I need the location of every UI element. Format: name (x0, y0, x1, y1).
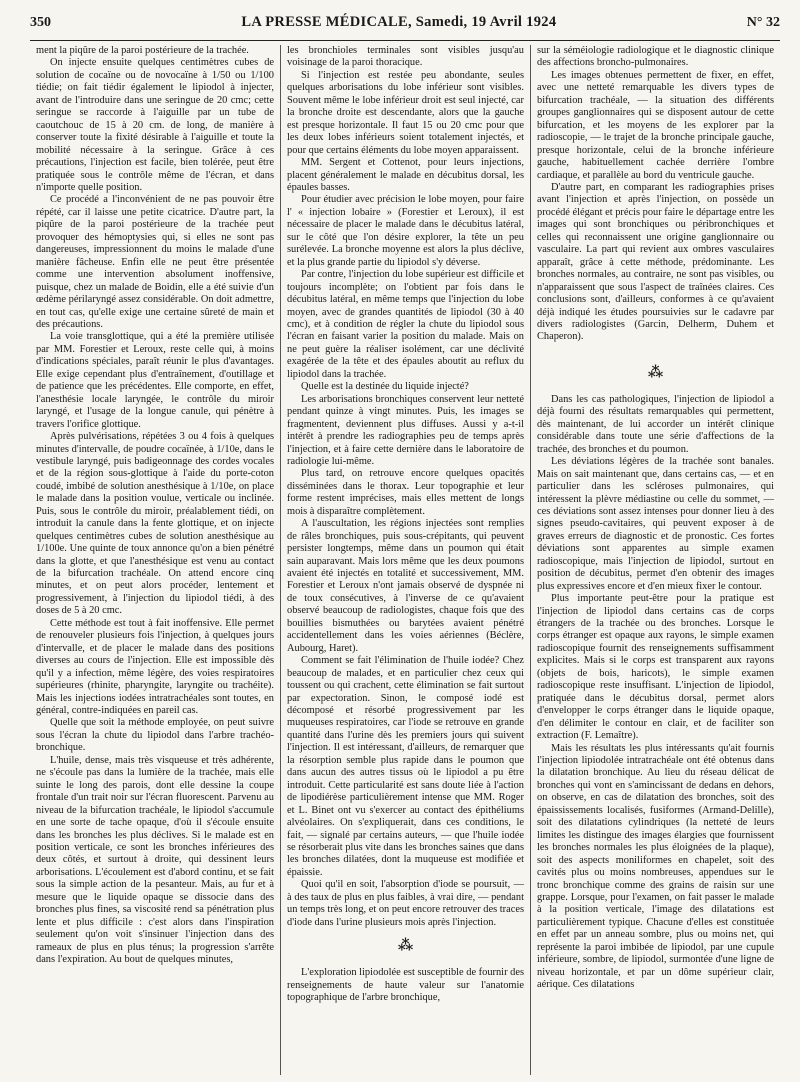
paragraph: sur la séméiologie radiologique et le diagnostic clinique des affections broncho-pulmonaires. (537, 45, 774, 69)
paragraph: MM. Sergent et Cottenot, pour leurs injections, placent généralement le malade en décubitus dorsal, les épaules basses. (287, 157, 524, 193)
paragraph: A l'auscultation, les régions injectées sont remplies de râles bronchiques, puis sous-crépitants, qui peuvent persister longtemps, même dans un poumon qui était sain auparavant. Mais lors même que les deux poumons avaient été injectés en totalité et successivement, MM. Forestier et Leroux n'ont jamais observé de dyspnée ni de toux consécutives, à l'inverse de ce qu'avaient observé beaucoup de radiologistes, chaque fois que des bouillies bismuthées ou barytées avaient pénétré accidentellement dans les voies aériennes (Béclère, Aubourg, Haret). (287, 518, 524, 654)
paragraph: Si l'injection est restée peu abondante, seules quelques arborisations du lobe inférieur sont visibles. Souvent même le lobe inférieur droit est seul injecté, car la bronche droite est descendante, alors que la gauche est presque horizontale. Il faut 15 ou 20 cmc pour que les deux lobes inférieurs soient totalement injectés, et pour que certains éléments du lobe moyen apparaissent. (287, 69, 524, 156)
paragraph: Les arborisations bronchiques conservent leur netteté pendant quinze à vingt minutes. Puis, les images se fragmentent, deviennent plus diffuses. Aussi y a-t-il intérêt à prendre les radiographies peu de temps après l'injection, et à faire cette dernière dans le laboratoire de radiologie lui-même. (287, 393, 524, 467)
column-1 (30, 45, 280, 1075)
paragraph: Ce procédé a l'inconvénient de ne pas pouvoir être répété, car il laisse une petite cicatrice. D'autre part, la piqûre de la paroi postérieure de la trachée peut provoquer des hémoptysies qui, si elles ne sont pas dangereuses, impressionnent du moins le malade d'une manière fâcheuse. Enfin elle ne peut être présentée comme une intervention absolument inoffensive, puisque, chez un malade de Boidin, elle a été suivie d'un œdème périlaryngé assez considérable. On doit admettre, en tout cas, qu'elle exige une certaine sûreté de main et des précautions. (36, 194, 274, 330)
paragraph: L'huile, dense, mais très visqueuse et très adhérente, ne s'écoule pas dans la lumière de la trachée, mais elle suinte le long des parois, dont elle dessine la coupe frontale d'un trait noir sur l'écran fluorescent. Parvenu au niveau de la bifurcation trachéale, le lipiodol s'accumule en une sorte de tache opaque, d'où il s'écoule ensuite dans les bronches les plus déclives. Si le malade est en position verticale, ce sont les bronches inférieures des deux côtés, et surtout à droite, qui dessinent leurs arborisations. L'écoulement est d'abord continu, et se fait sous la simple action de la pesanteur. Mais, au fur et à mesure que le liquide opaque se dissocie dans des bronches plus fines, sa viscosité rend sa pénétration plus lente et plus difficile : c'est alors dans l'inspiration seulement qu'on voit s'insinuer l'injection dans des rameaux de plus en plus ténus; la progression s'arrête dans l'expiration. Au bout de quelques minutes, (36, 754, 274, 966)
paragraph: Par contre, l'injection du lobe supérieur est difficile et toujours incomplète; on l'obtient par fois dans le décubitus latéral, en même temps que l'injection du lobe moyen, avec de grandes quantités de lipiodol (30 à 40 cmc), et à condition de régler la chute du lipiodol sous l'écran en faisant varier la position du malade. Mais on ne peut guère la réaliser isolément, car une déclivité exagérée de la tête et des épaules aboutit au reflux du lipiodol dans la trachée. (287, 269, 524, 380)
section-asterism: ⁂ (647, 364, 664, 381)
paragraph: Pour étudier avec précision le lobe moyen, pour faire l' « injection lobaire » (Forestier et Leroux), il est nécessaire de placer le malade dans le décubitus latéral, sur le côté que l'on désire explorer, la tête un peu surélevée. La bronche moyenne est alors la plus déclive, et la plus grande partie du lipiodol s'y déverse. (287, 194, 524, 268)
paragraph: les bronchioles terminales sont visibles jusqu'au voisinage de la paroi thoracique. (287, 45, 524, 69)
paragraph: La voie transglottique, qui a été la première utilisée par MM. Forestier et Leroux, reste celle qui, à moins d'indications spéciales, paraît réunir le plus d'avantages. Elle exige cependant plus d'entraînement, d'outillage et de patience que les précédentes. Elle comporte, en effet, l'anesthésie locale laryngée, le contrôle du miroir laryngé, et l'usage de la longue canule, qui pénètre à travers l'orifice glottique. (36, 331, 274, 430)
paragraph: Plus importante peut-être pour la pratique est l'injection de lipiodol dans certains cas de corps étrangers de la trachée ou des bronches. Lorsque le corps étranger est opaque aux rayons, le simple examen radioscopique fournit des renseignements suffisamment explicites. Mais si le corps est transparent aux rayons (objets de bois, haricots), le simple examen radioscopique reste insuffisant. L'injection de lipiodol, pratiquée dans le décubitus dorsal, permet alors d'envelopper le corps étranger dans le liquide opaque, d'en délimiter le contour en clair, et de faciliter son extraction (F. Lemaître). (537, 593, 774, 742)
column-2 (280, 45, 530, 1075)
paragraph: Dans les cas pathologiques, l'injection de lipiodol a déjà fourni des résultats remarquables qui permettent, dès maintenant, de lui accorder un intérêt clinique considérable dans toute une série d'affections de la trachée, des bronches et du poumon. (537, 393, 774, 455)
running-header (30, 14, 780, 41)
paragraph: ment la piqûre de la paroi postérieure de la trachée. (36, 45, 249, 56)
paragraph: Quelle que soit la méthode employée, on peut suivre sous l'écran la chute du lipiodol dans l'arbre trachéo-bronchique. (36, 717, 274, 754)
paragraph: Les déviations légères de la trachée sont banales. Mais on sait maintenant que, dans certains cas, — et en particulier dans les scléroses pulmonaires, qui intéressent la plèvre médiastine ou celle du sommet, — ces déviations sont assez intenses pour donner lieu à des signes pseudo-cavitaires, qui peuvent exposer à de graves erreurs de diagnostic et de pronostic. Ces fortes déviations sont apparentes au simple examen radioscopique, mais l'injection de lipiodol, surtout en position de décubitus, permet d'en obtenir des images plus expressives encore et d'en mieux fixer le contour. (537, 456, 774, 592)
column-3 (530, 45, 780, 1075)
section-asterism: ⁂ (397, 938, 414, 955)
issue-number: N° 32 (746, 15, 780, 30)
paragraph: Quelle est la destinée du liquide injecté? (301, 381, 469, 393)
paragraph: Mais les résultats les plus intéressants qu'ait fournis l'injection lipiodolée intratrachéale ont été obtenus dans la dilatation bronchique. Au lieu du réseau délicat de bronches qui vont en s'amincissant de dedans en dehors, on observe, en cas de dilatation des bronches, soit des épaississements localisés, fusiformes (Armand-Delille), soit des dilatations cylindriques (la netteté de leurs limites les distingue des images élargies que fournissent les bronches normales les plus éloignées de la plaque), soit des aspects moniliformes en chapelet, soit des cavités plus ou moins nombreuses, appendues sur le tronc bronchique comme des grains de raisin sur une grappe. Lorsque, pour l'examen, on fait passer le malade à la position verticale, l'image des dilatations est particulièrement typique. Chacune d'elles est constituée en effet par un anneau sombre, plus ou moins net, qui représente la paroi imbibée de lipiodol, par une cupule inférieure, sombre, de lipiodol, surmontée d'une ligne de niveau horizontale, et par un dôme supérieur clair, aérique. Ces dilatations (537, 742, 774, 991)
paragraph: Comment se fait l'élimination de l'huile iodée? Chez beaucoup de malades, et en particulier chez ceux qui toussent ou qui crachent, cette élimination se fait surtout par expectoration. Sinon, le composé iodé est décomposé et résorbé progressivement par les muqueuses respiratoires, car l'iode se retrouve en grande quantité dans l'urine dès les premiers jours qui suivent l'injection. Il est intéressant, d'ailleurs, de remarquer que la résorption semble plus rapide dans le poumon que dans aucun des autres tissus où le lipiodol a pu être introduit. Cette particularité est sans doute liée à l'action de lipodiérèse particulièrement intense que MM. Roger et L. Binet ont vu s'exercer au contact des épithéliums alvéolaires. On s'expliquerait, dans ces conditions, le fait, — signalé par certains auteurs, — que l'huile iodée se résorberait plus vite dans les bronches saines que dans les bronches dilatées, dont la muqueuse est modifiée et épaissie. (287, 655, 524, 878)
paragraph: Après pulvérisations, répétées 3 ou 4 fois à quelques minutes d'intervalle, de poudre cocaïnée, à 1/10e, dans le vestibule laryngé, puis badigeonnage des cordes vocales et de la région sous-glottique à l'aide du porte-coton coudé, imbibé de solution anesthésique à 1/10e, on place le malade dans la position voulue, verticale ou inclinée. Puis, sous le contrôle du miroir, préalablement tiédi, on introduit la canule dans la fente glottique, et on injecte quelques centimètres cubes de solution anesthésique au 1/100e. Une quinte de toux annonce qu'on a bien pénétré dans la glotte, et que l'anesthésique est venu au contact de la bifurcation trachéale. On attend encore cinq minutes, et on peut alors procéder, lentement et progressivement, à l'injection du lipiodol tiédi, à des doses de 5 à 20 cmc. (36, 431, 274, 617)
paragraph: Plus tard, on retrouve encore quelques opacités disséminées dans le thorax. Leur topographie et leur forme restent imprécises, mais elles mettent de longs mois à disparaître complètement. (287, 468, 524, 517)
paragraph: Cette méthode est tout à fait inoffensive. Elle permet de renouveler plusieurs fois l'injection, à quelques jours d'intervalle, et de placer le malade dans des positions diverses au cours de l'injection. Elle est impossible dès qu'il y a infection, même légère, des voies respiratoires supérieures (rhinite, pharyngite, laryngite ou trachéite). Mais les injections iodées intratrachéales sont toutes, en général, contre-indiquées en pareil cas. (36, 617, 274, 717)
journal-title: LA PRESSE MÉDICALE, Samedi, 19 Avril 1924 (241, 14, 557, 30)
paragraph: L'exploration lipiodolée est susceptible de fournir des renseignements de haute valeur sur l'anatomie topographique de l'arbre bronchique, (287, 967, 524, 1004)
paragraph: Les images obtenues permettent de fixer, en effet, avec une netteté remarquable les divers types de bifurcation trachéale, — la situation des différents groupes ganglionnaires qui se disposent autour de cette bifurcation, et les moyens de les explorer par la radioscopie, — le trajet de la bronche principale gauche, presque horizontale, celui de la bronche inférieure gauche, habituellement cachée derrière l'ombre cardiaque, et parallèle au bord du ventricule gauche. (537, 69, 774, 181)
page-number: 350 (30, 15, 51, 30)
paragraph: Quoi qu'il en soit, l'absorption d'iode se poursuit, — à des taux de plus en plus faibles, à vrai dire, — pendant un temps très long, et on peut encore retrouver des traces d'iode dans l'urine plusieurs mois après l'injection. (287, 879, 524, 928)
paragraph: D'autre part, en comparant les radiographies prises avant l'injection et après l'injection, on possède un procédé élégant et précis pour faire le départage entre les images qui sont bronchiques ou péribronchiques et celles qui reconnaissent une origine ganglionnaire ou vasculaire. La part qui revient aux ombres vasculaires apparaît, grâce à cette méthode, prédominante. Les bronches normales, au contraire, ne sont pas visibles, ou n'apparaissent que sous l'aspect de traînées claires. Ces conclusions sont, d'ailleurs, conformes à ce qu'avaient déjà indiqué les études poursuivies sur le cadavre par divers radiologistes (Garcin, Delherm, Duhem et Chaperon). (537, 181, 774, 343)
article-columns (30, 45, 780, 1075)
paragraph: On injecte ensuite quelques centimètres cubes de solution de cocaïne ou de novocaïne à 1/50 ou 1/100 tiédie; on fait tiédir également le lipiodol à injecter, avant de l'introduire dans une seringue de 20 cmc; cette seringue se raccorde à l'aiguille par un tube de caoutchouc de 15 à 20 cm. de long, de manière à conserver toute la fixité désirable à l'aiguille et toute la mobilité nécessaire à la seringue. Grâce à ces précautions, l'injection est facile, bien tolérée, peut être pratiquée sous le contrôle même de l'écran, et dans n'importe quelle position. (36, 57, 274, 193)
